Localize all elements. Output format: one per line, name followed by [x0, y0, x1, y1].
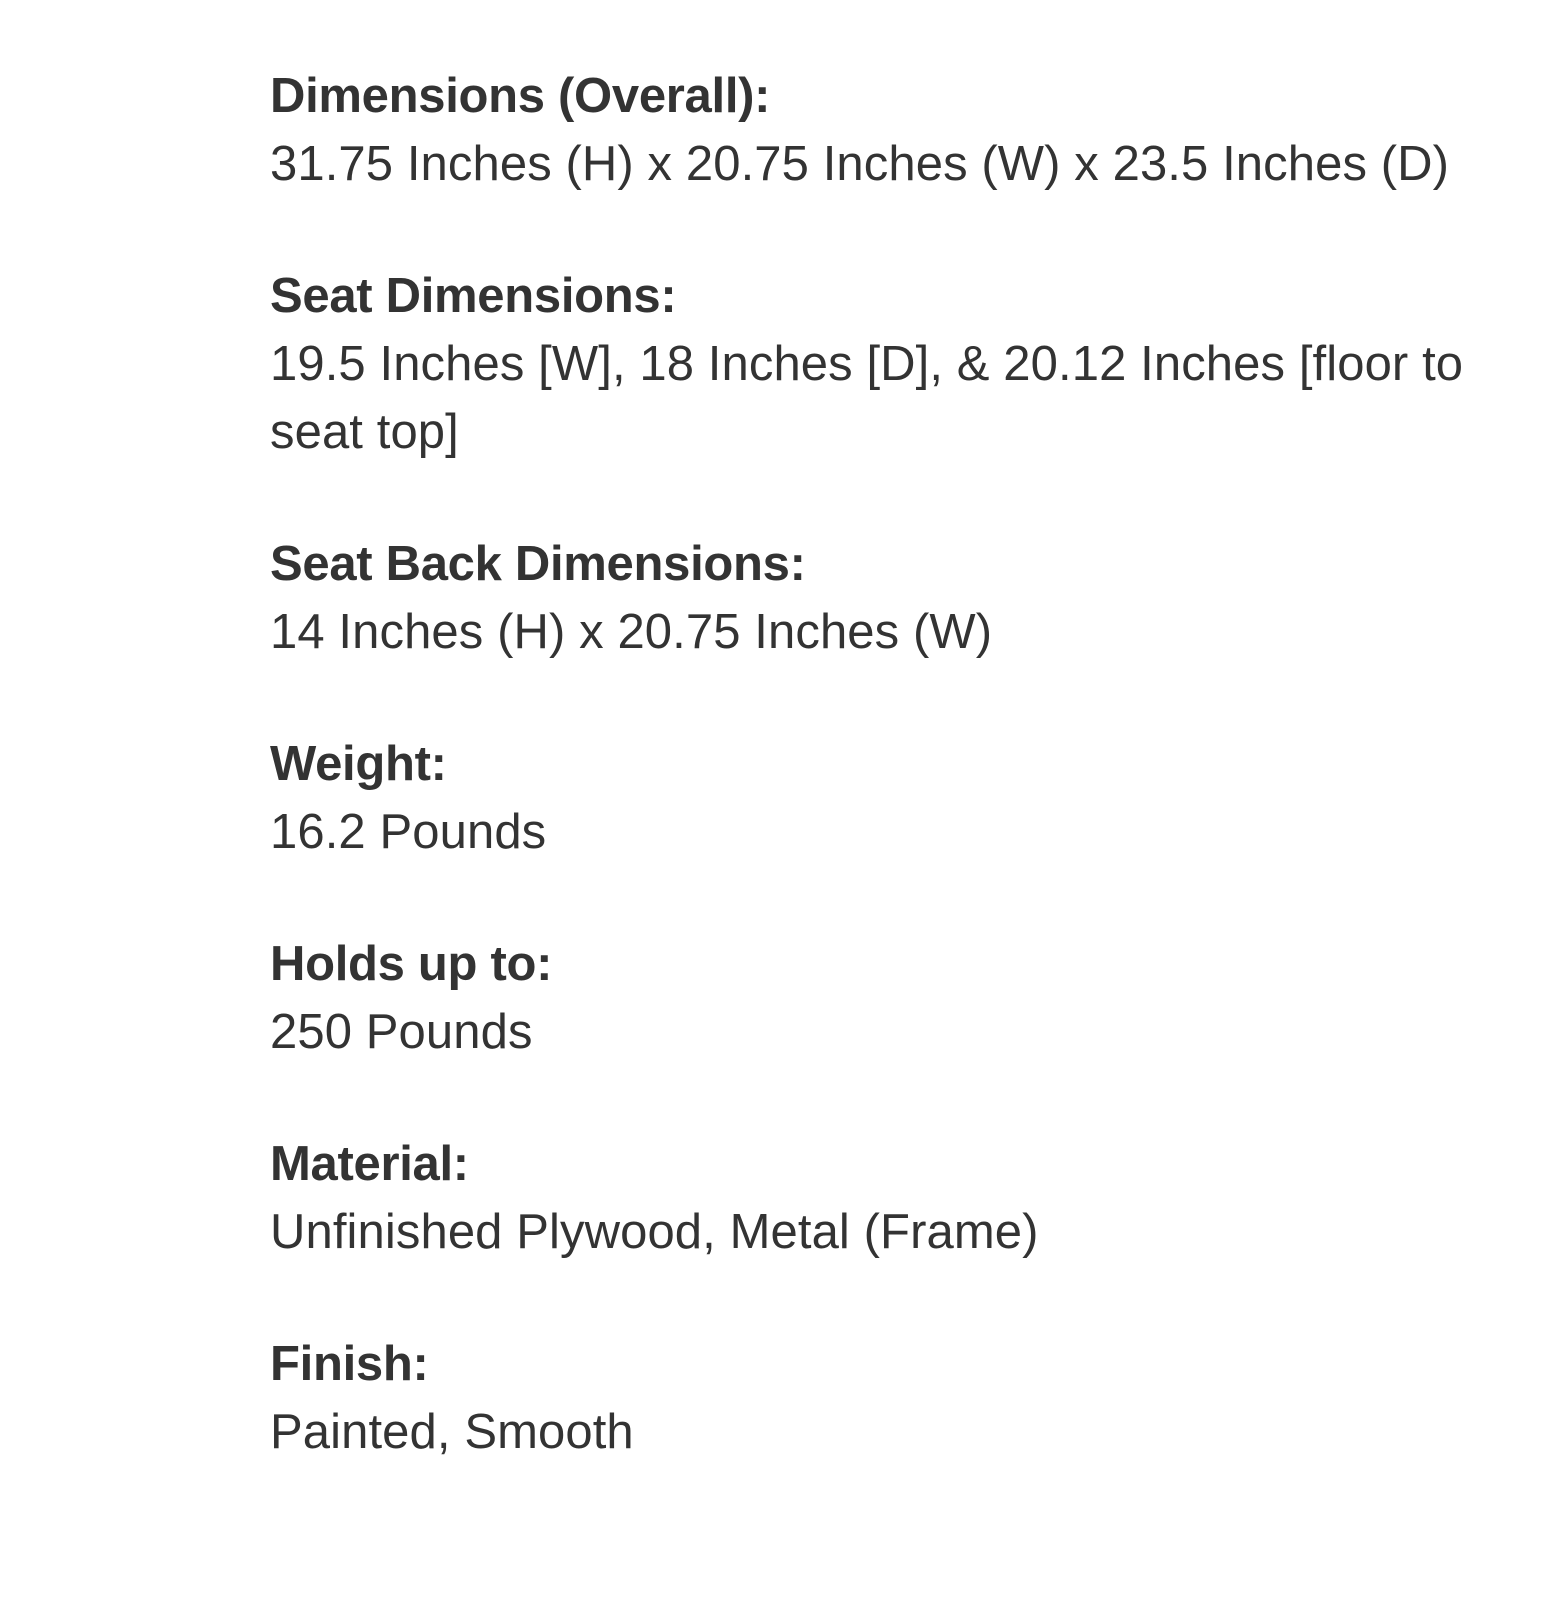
- spec-value: 19.5 Inches [W], 18 Inches [D], & 20.12 Inches [floor to seat top]: [270, 337, 1464, 459]
- spec-seat-dimensions: [270, 262, 1470, 466]
- spec-value: Unfinished Plywood, Metal (Frame): [270, 1205, 1039, 1259]
- spec-seat-back-dimensions: [270, 530, 1470, 666]
- spec-value: 31.75 Inches (H) x 20.75 Inches (W) x 23.5 Inches (D): [270, 137, 1450, 191]
- spec-label: Finish:: [270, 1337, 429, 1391]
- spec-value: 14 Inches (H) x 20.75 Inches (W): [270, 605, 993, 659]
- spec-capacity: [270, 930, 1470, 1066]
- spec-value: Painted, Smooth: [270, 1405, 634, 1459]
- spec-finish: [270, 1330, 1470, 1466]
- spec-label: Dimensions (Overall):: [270, 69, 771, 123]
- spec-dimensions-overall: [270, 62, 1470, 198]
- spec-value: 16.2 Pounds: [270, 805, 547, 859]
- spec-label: Weight:: [270, 737, 447, 791]
- spec-value: 250 Pounds: [270, 1005, 533, 1059]
- spec-label: Seat Back Dimensions:: [270, 537, 806, 591]
- spec-label: Seat Dimensions:: [270, 269, 677, 323]
- spec-label: Material:: [270, 1137, 469, 1191]
- spec-label: Holds up to:: [270, 937, 553, 991]
- specifications-list: [270, 62, 1470, 1530]
- spec-weight: [270, 730, 1470, 866]
- spec-material: [270, 1130, 1470, 1266]
